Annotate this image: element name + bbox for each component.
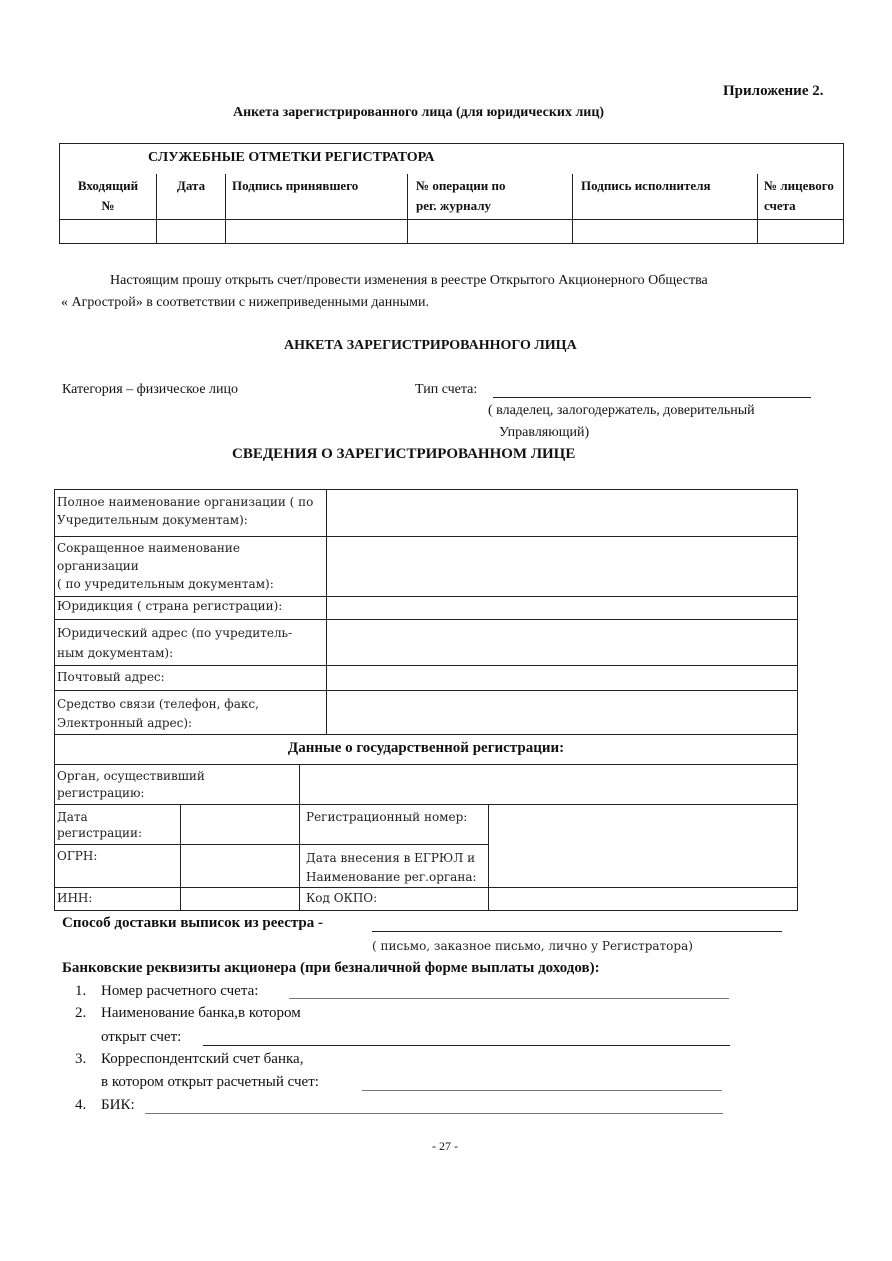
bank-name-label-1: Наименование банка,в котором	[101, 1005, 301, 1021]
col-executor-signature: Подпись исполнителя	[573, 174, 758, 220]
full-name-label: Полное наименование организации ( по Учредительным документам):	[55, 490, 327, 537]
reg-number-value[interactable]	[489, 805, 798, 888]
cell-account-number-value[interactable]	[758, 220, 844, 244]
account-type-hint-1: ( владелец, залогодержатель, доверительный	[488, 403, 755, 418]
postal-address-value[interactable]	[327, 666, 798, 691]
delivery-hint: ( письмо, заказное письмо, лично у Регистратора)	[372, 939, 693, 953]
reg-authority-label: Орган, осуществивший регистрацию:	[55, 765, 300, 805]
col-operation-number: № операции по рег. журналу	[408, 174, 573, 220]
col-account-number: № лицевого счета	[758, 174, 844, 220]
appendix-label: Приложение 2.	[723, 83, 824, 99]
short-name-label: Сокращенное наименование организации ( по учредительным документам):	[55, 537, 327, 597]
ogrn-label: ОГРН:	[55, 845, 181, 888]
cell-operation-number-value[interactable]	[408, 220, 573, 244]
document-subtitle: Анкета зарегистрированного лица (для юридических лиц)	[233, 105, 605, 120]
jurisdiction-label: Юридикция ( страна регистрации):	[55, 597, 327, 620]
inn-label: ИНН:	[55, 888, 181, 911]
jurisdiction-value[interactable]	[327, 597, 798, 620]
bank-item-3-number: 3.	[75, 1051, 87, 1067]
col-date: Дата	[157, 174, 226, 220]
account-number-field[interactable]	[289, 998, 729, 999]
corr-account-field[interactable]	[362, 1090, 722, 1091]
contact-label: Средство связи (телефон, факс, Электронный адрес):	[55, 691, 327, 735]
egrul-date-label: Дата внесения в ЕГРЮЛ и Наименование рег.органа:	[300, 845, 489, 888]
legal-address-value[interactable]	[327, 620, 798, 666]
delivery-field[interactable]	[372, 931, 782, 932]
col-incoming-number: Входящий №	[60, 174, 157, 220]
bank-item-4-number: 4.	[75, 1097, 87, 1113]
postal-address-label: Почтовый адрес:	[55, 666, 327, 691]
cell-date-value[interactable]	[157, 220, 226, 244]
col-receiver-signature: Подпись принявшего	[226, 174, 408, 220]
inn-value[interactable]	[181, 888, 300, 911]
corr-account-label-1: Корреспондентский счет банка,	[101, 1051, 304, 1067]
full-name-value[interactable]	[327, 490, 798, 537]
account-number-label: Номер расчетного счета:	[101, 983, 259, 999]
reg-date-value[interactable]	[181, 805, 300, 845]
legal-address-label: Юридический адрес (по учредитель- ным документам):	[55, 620, 327, 666]
reg-number-label: Регистрационный номер:	[300, 805, 489, 845]
account-type-label: Тип счета:	[415, 382, 478, 397]
cell-executor-signature-value[interactable]	[573, 220, 758, 244]
corr-account-label-2: в котором открыт расчетный счет:	[101, 1074, 319, 1090]
bank-item-2-number: 2.	[75, 1005, 87, 1021]
registered-entity-table	[54, 489, 798, 735]
okpo-label: Код ОКПО:	[300, 888, 489, 911]
request-line-2: « Агрострой» в соответствии с нижеприведенными данными.	[61, 295, 430, 310]
account-type-hint-2: Управляющий)	[499, 425, 590, 440]
delivery-label: Способ доставки выписок из реестра -	[62, 915, 324, 931]
bik-label: БИК:	[101, 1097, 135, 1113]
bank-name-label-2: открыт счет:	[101, 1029, 182, 1045]
contact-value[interactable]	[327, 691, 798, 735]
short-name-value[interactable]	[327, 537, 798, 597]
bank-item-1-number: 1.	[75, 983, 87, 999]
form-title: АНКЕТА ЗАРЕГИСТРИРОВАННОГО ЛИЦА	[284, 338, 577, 353]
cell-receiver-signature-value[interactable]	[226, 220, 408, 244]
cell-incoming-value[interactable]	[60, 220, 157, 244]
section-title: СВЕДЕНИЯ О ЗАРЕГИСТРИРОВАННОМ ЛИЦЕ	[232, 446, 576, 462]
registrar-marks-table	[59, 143, 844, 244]
bank-details-title: Банковские реквизиты акционера (при безналичной форме выплаты доходов):	[62, 960, 600, 976]
bik-field[interactable]	[145, 1113, 723, 1114]
reg-authority-value[interactable]	[300, 765, 798, 805]
state-registration-title: Данные о государственной регистрации:	[55, 735, 798, 765]
reg-date-label: Дата регистрации:	[55, 805, 181, 845]
ogrn-value[interactable]	[181, 845, 300, 888]
page-number: - 27 -	[432, 1139, 458, 1153]
request-line-1: Настоящим прошу открыть счет/провести изменения в реестре Открытого Акционерного Общества	[110, 273, 708, 288]
account-type-field[interactable]	[493, 397, 811, 398]
okpo-value[interactable]	[489, 888, 798, 911]
registrar-table-title: СЛУЖЕБНЫЕ ОТМЕТКИ РЕГИСТРАТОРА	[60, 144, 844, 174]
bank-name-field[interactable]	[203, 1045, 730, 1046]
state-registration-table	[54, 734, 798, 911]
category-label: Категория – физическое лицо	[62, 382, 239, 397]
